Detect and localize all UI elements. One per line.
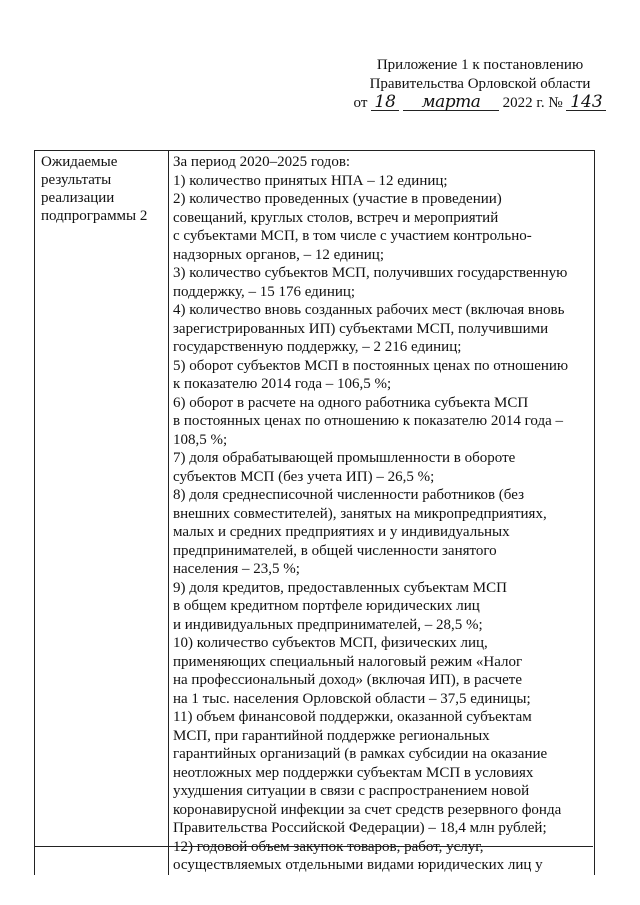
content-line: гарантийных организаций (в рамках субсидии на оказание xyxy=(173,746,548,762)
content-line: с субъектами МСП, в том числе с участием контрольно- xyxy=(173,228,532,244)
content-line: 9) доля кредитов, предоставленных субъектам МСП xyxy=(173,579,507,596)
document-header xyxy=(350,56,610,113)
date-year-label: 2022 г. № xyxy=(502,95,563,111)
content-line: к показателю 2014 года – 106,5 %; xyxy=(173,376,392,392)
content-line: осуществляемых отдельными видами юридических лиц у xyxy=(173,857,543,873)
content-line: Правительства Российской Федерации) – 18,4 млн рублей; xyxy=(173,820,547,836)
content-line: 1) количество принятых НПА – 12 единиц; xyxy=(173,172,448,189)
row-content-cell xyxy=(169,151,594,875)
content-line: 108,5 %; xyxy=(173,431,228,448)
date-prefix: от xyxy=(353,95,368,111)
content-line: МСП, при гарантийной поддержке региональных xyxy=(173,727,490,744)
content-line: применяющих специальный налоговый режим «Налог xyxy=(173,653,523,670)
content-line: 5) оборот субъектов МСП в постоянных ценах по отношению xyxy=(173,357,569,374)
content-line: на профессиональный доход» (включая ИП), в расчете xyxy=(173,672,522,688)
date-day-handwritten: 18 xyxy=(371,94,399,111)
content-line: зарегистрированных ИП) субъектами МСП, получившими xyxy=(173,320,549,337)
row-label-line: реализации xyxy=(41,190,115,206)
row-label-line: Ожидаемые xyxy=(41,154,118,170)
content-line: 7) доля обрабатывающей промышленности в обороте xyxy=(173,450,516,466)
content-line: 4) количество вновь созданных рабочих мест (включая вновь xyxy=(173,302,565,318)
results-table xyxy=(34,150,595,875)
content-line: За период 2020–2025 годов: xyxy=(173,154,351,170)
content-line: внешних совместителей), занятых на микропредприятиях, xyxy=(173,505,547,522)
content-line: и индивидуальных предпринимателей, – 28,5 %; xyxy=(173,616,483,633)
content-line: надзорных органов, – 12 единиц; xyxy=(173,246,384,263)
doc-number-handwritten: 143 xyxy=(566,94,606,111)
header-line-2: Правительства Орловской области xyxy=(369,76,591,92)
content-line: в постоянных ценах по отношению к показателю 2014 года – xyxy=(173,413,564,429)
content-line: неотложных мер поддержки субъектам МСП в условиях xyxy=(173,764,534,781)
content-line: государственную поддержку, – 2 216 единиц; xyxy=(173,339,462,355)
table-bottom-border xyxy=(34,846,593,847)
row-label-line: результаты xyxy=(41,172,112,188)
content-line: на 1 тыс. населения Орловской области – 37,5 единицы; xyxy=(173,690,531,707)
content-line: 11) объем финансовой поддержки, оказанной субъектам xyxy=(173,709,532,725)
row-label-cell xyxy=(35,151,169,875)
content-line: малых и средних предприятиях и у индивидуальных xyxy=(173,524,510,540)
content-line: коронавирусной инфекции за счет средств резервного фонда xyxy=(173,801,562,818)
content-line: предпринимателей, в общей численности занятого xyxy=(173,542,497,559)
content-line: поддержку, – 15 176 единиц; xyxy=(173,283,356,300)
row-label-line: подпрограммы 2 xyxy=(41,208,148,224)
content-line: субъектов МСП (без учета ИП) – 26,5 %; xyxy=(173,468,435,485)
date-month-handwritten: марта xyxy=(403,94,499,111)
header-date-row xyxy=(350,94,610,113)
content-line: в общем кредитном портфеле юридических лиц xyxy=(173,598,480,614)
content-line: 6) оборот в расчете на одного работника субъекта МСП xyxy=(173,394,529,411)
content-line: 10) количество субъектов МСП, физических лиц, xyxy=(173,635,488,651)
content-line: 8) доля среднесписочной численности работников (без xyxy=(173,487,524,503)
content-line: 12) годовой объем закупок товаров, работ, услуг, xyxy=(173,838,484,855)
content-line: населения – 23,5 %; xyxy=(173,561,300,577)
content-line: 3) количество субъектов МСП, получивших государственную xyxy=(173,265,568,281)
content-line: 2) количество проведенных (участие в проведении) xyxy=(173,191,502,207)
content-line: совещаний, круглых столов, встреч и мероприятий xyxy=(173,209,499,226)
content-line: ухудшения ситуации в связи с распространением новой xyxy=(173,783,530,799)
header-line-1: Приложение 1 к постановлению xyxy=(376,57,584,73)
